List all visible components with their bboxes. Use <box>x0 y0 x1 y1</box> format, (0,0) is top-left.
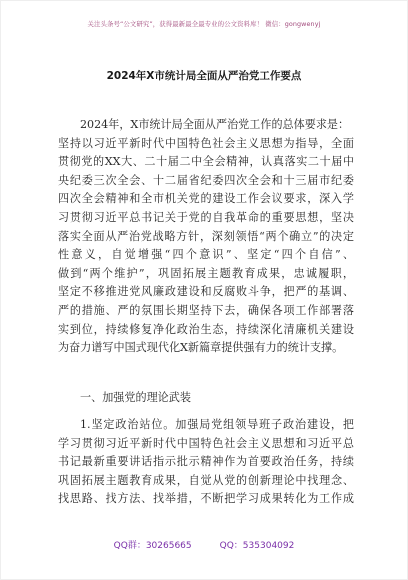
intro-paragraph <box>58 116 354 358</box>
paragraph-line: 2024年，X市统计局全面从严治党工作的总体要求是： <box>80 118 350 131</box>
qq-number: QQ：535304092 <box>219 541 295 551</box>
body-paragraph <box>58 416 354 509</box>
paragraph-line: 书记最新重要讲话指示批示精神作为首要政治任务，持续 <box>58 455 354 469</box>
paragraph-line: 找思路、找方法、找举措，不断把学习成果转化为工作成 <box>58 492 354 506</box>
paragraph-line: 落实全面从严治党战略方针，深刻领悟“两个确立”的决定 <box>58 229 354 243</box>
paragraph-line: 性意义，自觉增强“四个意识”、坚定“四个自信”、 <box>58 248 354 262</box>
paragraph-line: 贯彻党的XX大、二十届二中全会精神，认真落实二十届中 <box>58 155 354 169</box>
qq-group-number: QQ群：30265665 <box>113 541 192 551</box>
paragraph-line: 学习贯彻习近平新时代中国特色社会主义思想和习近平总 <box>58 436 354 450</box>
paragraph-line: 央纪委三次全会、十二届省纪委四次全会和十三届市纪委 <box>58 173 354 187</box>
paragraph-line: 坚定不移推进党风廉政建设和反腐败斗争，把严的基调、 <box>58 285 354 299</box>
promo-banner: 关注头条号“公文研究”，获得最新最全最专业的公文资料库！ 微信：gongwenyj <box>87 20 321 28</box>
paragraph-line: 四次全会精神和全市机关党的建设工作会议要求，深入学 <box>58 192 354 206</box>
document-title: 2024年X市统计局全面从严治党工作要点 <box>106 70 302 82</box>
paragraph-line: 严的措施、严的氛围长期坚持下去，确保各项工作部署落 <box>58 303 354 317</box>
paragraph-line: 实到位，持续修复净化政治生态，持续深化清廉机关建设 <box>58 322 354 336</box>
paragraph-line: 1.坚定政治站位。加强局党组领导班子政治建设，把 <box>80 418 354 431</box>
paragraph-line: 巩固拓展主题教育成果，自觉从党的创新理论中找理念、 <box>58 473 354 487</box>
paragraph-line: 坚持以习近平新时代中国特色社会主义思想为指导，全面 <box>58 136 354 150</box>
paragraph-line: 做到“两个维护”，巩固拓展主题教育成果，忠诚履职， <box>58 266 354 280</box>
footer-contact <box>0 538 408 551</box>
paragraph-line: 习贯彻习近平总书记关于党的自我革命的重要思想，坚决 <box>58 210 354 224</box>
section-heading: 一、加强党的理论武装 <box>80 391 191 404</box>
paragraph-line: 为奋力谱写中国式现代化X新篇章提供强有力的统计支撑。 <box>58 341 344 355</box>
